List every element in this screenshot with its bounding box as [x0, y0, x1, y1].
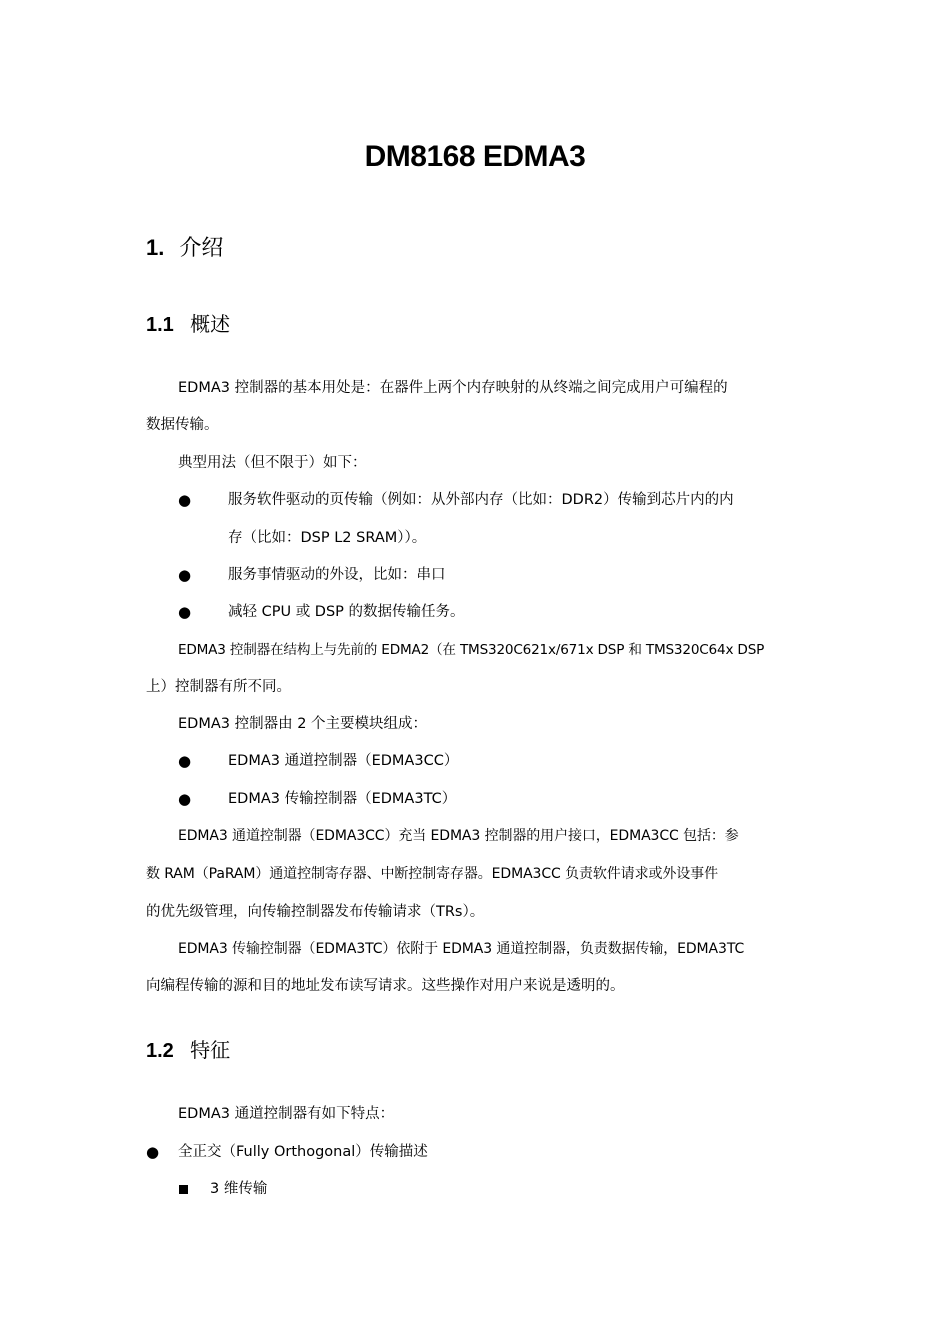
list-item: 服务事情驱动的外设，比如：串口 [228, 567, 446, 583]
paragraph-line: 向编程传输的源和目的地址发布读写请求。这些操作对用户来说是透明的。 [146, 978, 625, 994]
paragraph-line: EDMA3 通道控制器（EDMA3CC）充当 EDMA3 控制器的用户接口，EDMA3CC 包括：参 [178, 828, 739, 844]
paragraph-line: 上）控制器有所不同。 [146, 679, 291, 695]
section-number: 1.2 [146, 1040, 174, 1062]
bullet-icon: ● [178, 603, 192, 621]
paragraph-line: EDMA3 控制器由 2 个主要模块组成： [178, 716, 428, 732]
section-number: 1. [146, 235, 165, 260]
paragraph-line: EDMA3 通道控制器有如下特点： [178, 1106, 395, 1122]
list-item: EDMA3 传输控制器（EDMA3TC） [228, 791, 457, 807]
section-title: 概述 [190, 312, 231, 336]
bullet-icon: ● [178, 790, 192, 808]
bullet-icon: ● [178, 752, 192, 770]
paragraph-line: 的优先级管理，向传输控制器发布传输请求（TRs）。 [146, 904, 485, 920]
paragraph-line: 数据传输。 [146, 417, 219, 433]
square-bullet-icon [179, 1185, 188, 1194]
document-title: DM8168 EDMA3 [364, 140, 586, 173]
paragraph-line: EDMA3 控制器的基本用处是：在器件上两个内存映射的从终端之间完成用户可编程的 [178, 380, 728, 396]
list-item: 服务软件驱动的页传输（例如：从外部内存（比如：DDR2）传输到芯片内的内 [228, 492, 734, 508]
section-title: 介绍 [179, 236, 224, 261]
section-1-1-heading [146, 308, 230, 337]
bullet-icon: ● [146, 1143, 160, 1161]
list-item: 全正交（Fully Orthogonal）传输描述 [178, 1144, 428, 1160]
bullet-icon: ● [178, 491, 192, 509]
paragraph-line: EDMA3 控制器在结构上与先前的 EDMA2（在 TMS320C621x/671x DSP 和 TMS320C64x DSP [178, 642, 765, 658]
paragraph-line: EDMA3 传输控制器（EDMA3TC）依附于 EDMA3 通道控制器，负责数据传输，EDMA3TC [178, 941, 745, 957]
list-item: 3 维传输 [210, 1181, 268, 1197]
bullet-icon: ● [178, 566, 192, 584]
list-item: EDMA3 通道控制器（EDMA3CC） [228, 753, 459, 769]
list-item: 减轻 CPU 或 DSP 的数据传输任务。 [228, 604, 465, 620]
section-1-2-heading [146, 1034, 230, 1063]
section-1-heading [146, 231, 223, 262]
section-number: 1.1 [146, 314, 174, 336]
paragraph-line: 典型用法（但不限于）如下： [178, 455, 367, 471]
section-title: 特征 [190, 1038, 231, 1062]
paragraph-line: 数 RAM（PaRAM）通道控制寄存器、中断控制寄存器。EDMA3CC 负责软件请求或外设事件 [146, 866, 718, 882]
list-item: 存（比如：DSP L2 SRAM））。 [228, 530, 427, 546]
